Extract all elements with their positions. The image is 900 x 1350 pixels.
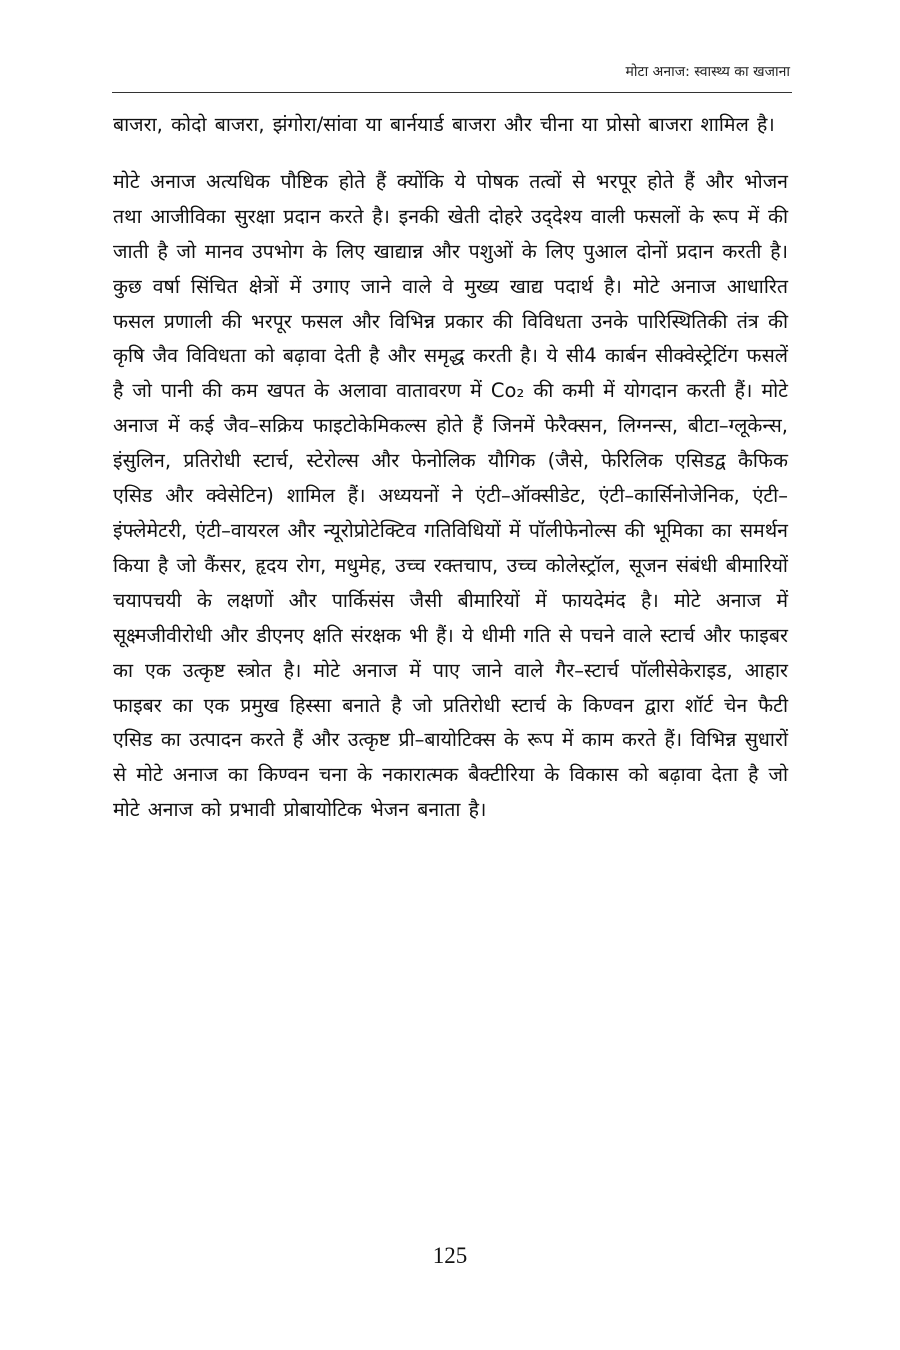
paragraph-continuation: बाजरा, कोदो बाजरा, झंगोरा/सांवा या बार्नयार्ड बाजरा और चीना या प्रोसो बाजरा शामिल है। (113, 113, 775, 136)
paragraph-millets-nutrition: मोटे अनाज अत्यधिक पौष्टिक होते हैं क्योंकि ये पोषक तत्वों से भरपूर होते हैं और भोजन तथा आजीविका सुरक्षा प्रदान करते है। इनकी खेती दोहरे उद्‌देश्य वाली फसलों के रूप में की जाती है जो मानव उपभोग के लिए खाद्यान्न और पशुओं के लिए पुआल दोनों प्रदान करती है। कुछ वर्षा सिंचित क्षेत्रों में उगाए जाने वाले वे मुख्य खाद्य पदार्थ है। मोटे अनाज आधारित फसल प्रणाली की भरपूर फसल और विभिन्न प्रकार की विविधता उनके पारिस्थितिकी तंत्र की कृषि जैव विविधता को बढ़ावा देती है और समृद्ध करती है। ये सी4 कार्बन सीक्वेस्ट्रेटिंग फसलें है जो पानी की कम खपत के अलावा वातावरण में Co₂ की कमी में योगदान करती हैं। मोटे अनाज में कई जैव–सक्रिय फाइटोकेमिकल्स होते हैं जिनमें फेरैक्सन, लिग्नन्स, बीटा–ग्लूकेन्स, इंसुलिन, प्रतिरोधी स्टार्च, स्टेरोल्स और फेनोलिक यौगिक (जैसे, फेरिलिक एसिडद्व कैफिक एसिड और क्वेसेटिन) शामिल हैं। अध्ययनों ने एंटी–ऑक्सीडेट, एंटी–कार्सिनोजेनिक, एंटी–इंफ्लेमेटरी, एंटी–वायरल और न्यूरोप्रोटेक्टिव गतिविधियों में पॉलीफेनोल्स की भूमिका का समर्थन किया है जो कैंसर, हृदय रोग, मधुमेह, उच्च रक्तचाप, उच्च कोलेस्ट्रॉल, सूजन संबंधी बीमारियों चयापचयी के लक्षणों और पार्किसंस जैसी बीमारियों में फायदेमंद है। मोटे अनाज में सूक्ष्मजीवीरोधी और डीएनए क्षति संरक्षक भी हैं। ये धीमी गति से पचने वाले स्टार्च और फाइबर का एक उत्कृष्ट स्त्रोत है। मोटे अनाज में पाए जाने वाले गैर–स्टार्च पॉलीसेकेराइड, आहार फाइबर का एक प्रमुख हिस्सा बनाते है जो प्रतिरोधी स्टार्च के किण्वन द्वारा शॉर्ट चेन फैटी एसिड का उत्पादन करते हैं और उत्कृष्ट प्री–बायोटिक्स के रूप में काम करते हैं। विभिन्न सुधारों से मोटे अनाज का किण्वन चना के नकारात्मक बैक्टीरिया के विकास को बढ़ावा देता है जो मोटे अनाज को प्रभावी प्रोबायोटिक भेजन बनाता है। (113, 169, 788, 822)
body-text (113, 108, 788, 828)
running-header: मोटा अनाज: स्वास्थ्य का खजाना (625, 64, 790, 80)
page-number: 125 (432, 1243, 468, 1268)
header-divider (112, 92, 792, 93)
